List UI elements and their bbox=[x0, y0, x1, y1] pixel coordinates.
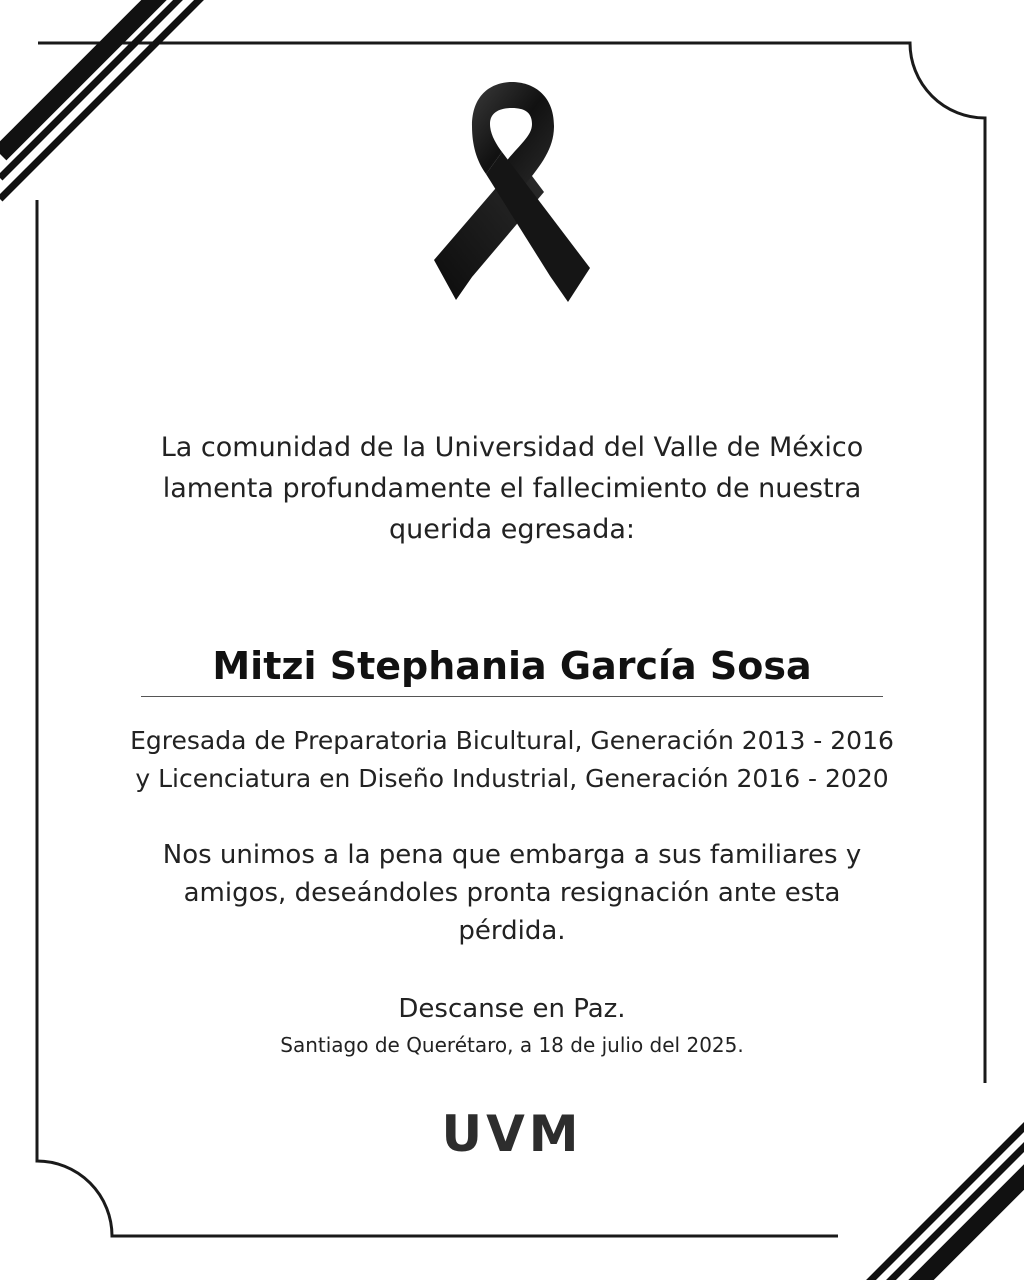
mourning-ribbon-icon bbox=[432, 82, 592, 304]
uvm-logo: UVM bbox=[441, 1105, 583, 1163]
name-divider bbox=[141, 696, 883, 697]
intro-line: La comunidad de la Universidad del Valle de México bbox=[160, 432, 864, 463]
intro-line: lamenta profundamente el fallecimiento de nuestra bbox=[162, 473, 862, 504]
place-date: Santiago de Querétaro, a 18 de julio del 2025. bbox=[280, 1033, 744, 1057]
intro-line: querida egresada: bbox=[389, 514, 635, 545]
degree-line: Egresada de Preparatoria Bicultural, Generación 2013 - 2016 bbox=[130, 726, 894, 755]
deceased-name: Mitzi Stephania García Sosa bbox=[212, 644, 812, 688]
condolence-text bbox=[0, 836, 1024, 950]
condolence-line: pérdida. bbox=[458, 916, 566, 946]
corner-stripes-top-left bbox=[0, 0, 210, 199]
condolence-line: amigos, deseándoles pronta resignación ante esta bbox=[183, 878, 841, 908]
condolence-line: Nos unimos a la pena que embarga a sus familiares y bbox=[162, 840, 862, 870]
rest-in-peace: Descanse en Paz. bbox=[398, 994, 626, 1024]
intro-text bbox=[0, 427, 1024, 550]
degree-line: y Licenciatura en Diseño Industrial, Generación 2016 - 2020 bbox=[135, 764, 889, 793]
degrees-text bbox=[0, 722, 1024, 798]
